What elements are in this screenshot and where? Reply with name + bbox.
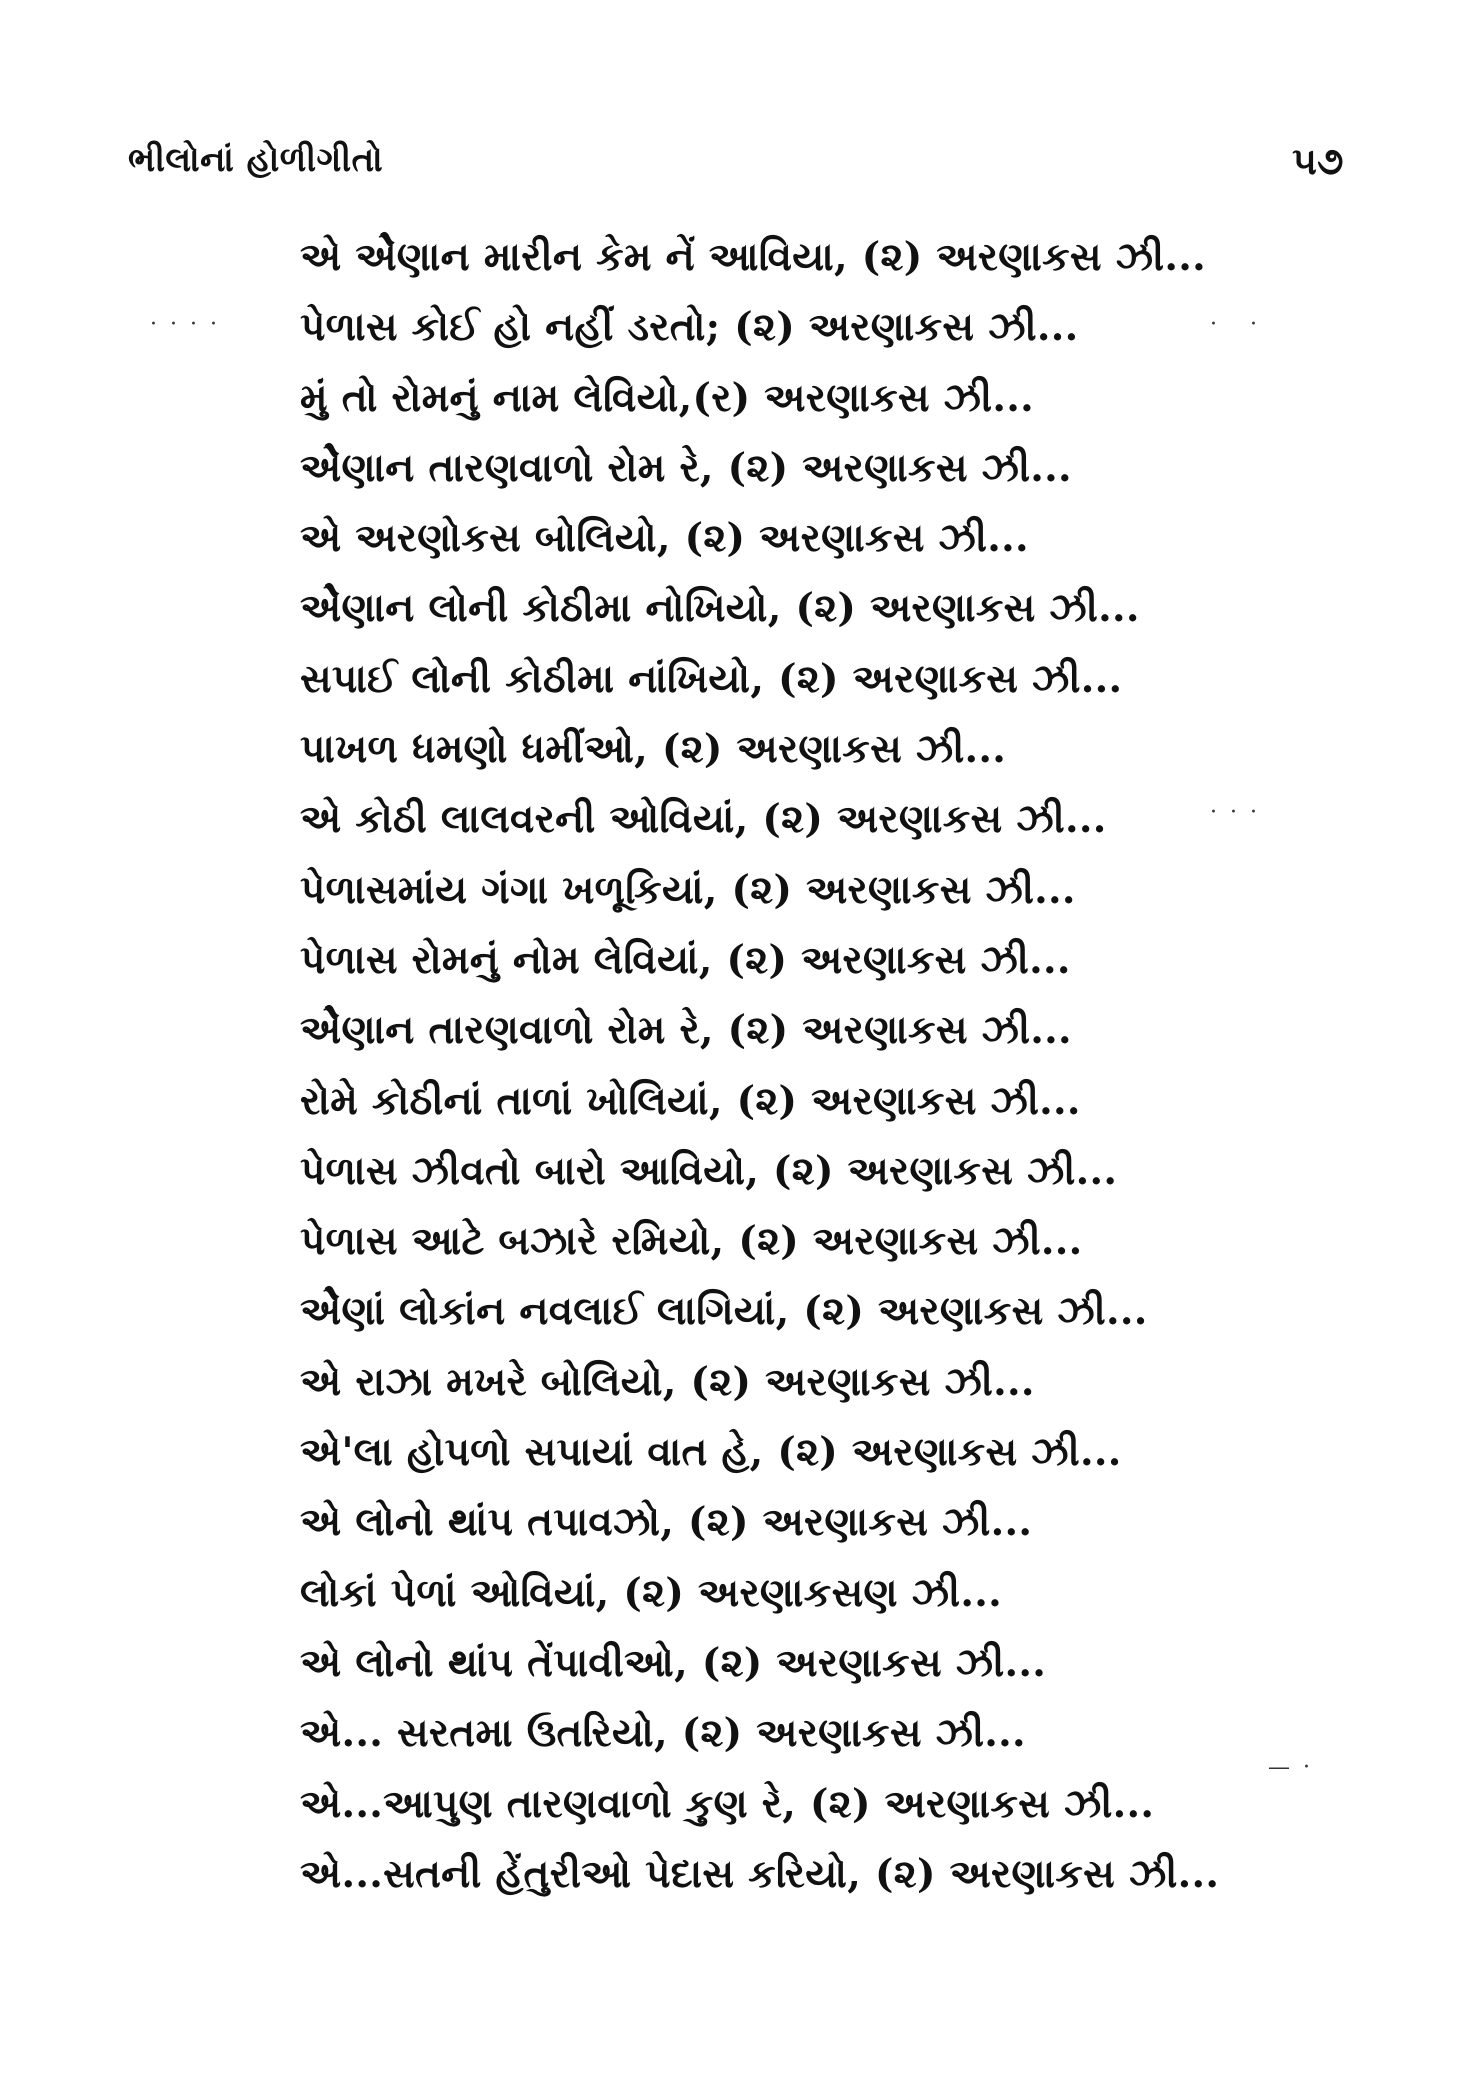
verse-line: રોમે કોઠીનાં તાળાં ખોલિયાં, (૨) અરણાકસ ઝી...	[300, 1077, 1081, 1124]
verse-line: એ લોનો થાંપ તપાવઝો, (૨) અરણાકસ ઝી...	[300, 1499, 1033, 1546]
verse-line: પેળાસમાંય ગંગા ખળૂકિયાં, (૨) અરણાકસ ઝી...	[300, 866, 1076, 913]
verse-line: પેળાસ રોમનું નોમ લેવિયાં, (૨) અરણાકસ ઝી...	[300, 936, 1071, 983]
verse-line: એેણાન લોની કોઠીમા નોખિયો, (૨) અરણાકસ ઝી...	[300, 585, 1140, 632]
verse-line: એ લોનો થાંપ તેંપાવીઓ, (૨) અરણાકસ ઝી...	[300, 1639, 1047, 1686]
scan-speck: · · · ·	[150, 312, 220, 337]
verse-line: એેણાન તારણવાળો રોમ રે, (૨) અરણાકસ ઝી...	[300, 444, 1072, 491]
verse-line: એ'લા હોપળો સપાયાં વાત હે, (૨) અરણાકસ ઝી...	[300, 1429, 1122, 1476]
verse-line: લોકાં પેળાં ઓવિયાં, (૨) અરણાકસણ ઝી...	[300, 1569, 1002, 1616]
scan-speck: · ·	[1210, 312, 1260, 337]
verse-line: એ અરણોકસ બોલિયો, (૨) અરણાકસ ઝી...	[300, 515, 1029, 562]
verse-line: એ રાઝા મખરે બોલિયો, (૨) અરણાકસ ઝી...	[300, 1358, 1035, 1405]
verse-line: એ એેણાન મારીન કેમ નેં આવિયા, (૨) અરણાકસ ઝી...	[300, 234, 1206, 280]
page-number: ૫૭	[1292, 138, 1344, 183]
running-head-title: ભીલોનાં હોળીગીતો	[128, 140, 384, 180]
verse-line: એેણાન તારણવાળો રોમ રે, (૨) અરણાકસ ઝી...	[300, 1007, 1072, 1054]
verse-line: પાખળ ધમણો ધમીંઓ, (૨) અરણાકસ ઝી...	[300, 726, 1007, 773]
verse-line: એ... સરતમા ઉતરિયો, (૨) અરણાકસ ઝી...	[300, 1710, 1026, 1757]
verse-line: સપાઈ લોની કોઠીમા નાંખિયો, (૨) અરણાકસ ઝી...	[300, 655, 1123, 702]
scan-speck: · · ·	[1210, 800, 1260, 825]
verse-line: પેળાસ આટે બઝારે રમિયો, (૨) અરણાકસ ઝી...	[300, 1218, 1083, 1265]
scan-speck: — ·	[1268, 1755, 1313, 1780]
verse-line: પેળાસ ઝીવતો બારો આવિયો, (૨) અરણાકસ ઝી...	[300, 1147, 1118, 1194]
verse-line: એ...આપુણ તારણવાળો કુણ રે, (૨) અરણાકસ ઝી...	[300, 1780, 1155, 1827]
verse-line: પેળાસ કોઈ હો નહીં ડરતો; (૨) અરણાકસ ઝી...	[300, 304, 1079, 351]
song-verse-block	[300, 222, 1300, 1909]
verse-line: એ કોઠી લાલવરની ઓવિયાં, (૨) અરણાકસ ઝી...	[300, 796, 1107, 843]
verse-line: એ...સતની હેંતુરીઓ પેદાસ કરિયો, (૨) અરણાકસ ઝી...	[300, 1850, 1220, 1897]
verse-line: મું તો રોમનું નામ લેવિયો,(ર) અરણાકસ ઝી...	[300, 374, 1034, 421]
verse-line: એેણાં લોકાંન નવલાઈ લાગિયાં, (૨) અરણાકસ ઝી...	[300, 1288, 1148, 1335]
